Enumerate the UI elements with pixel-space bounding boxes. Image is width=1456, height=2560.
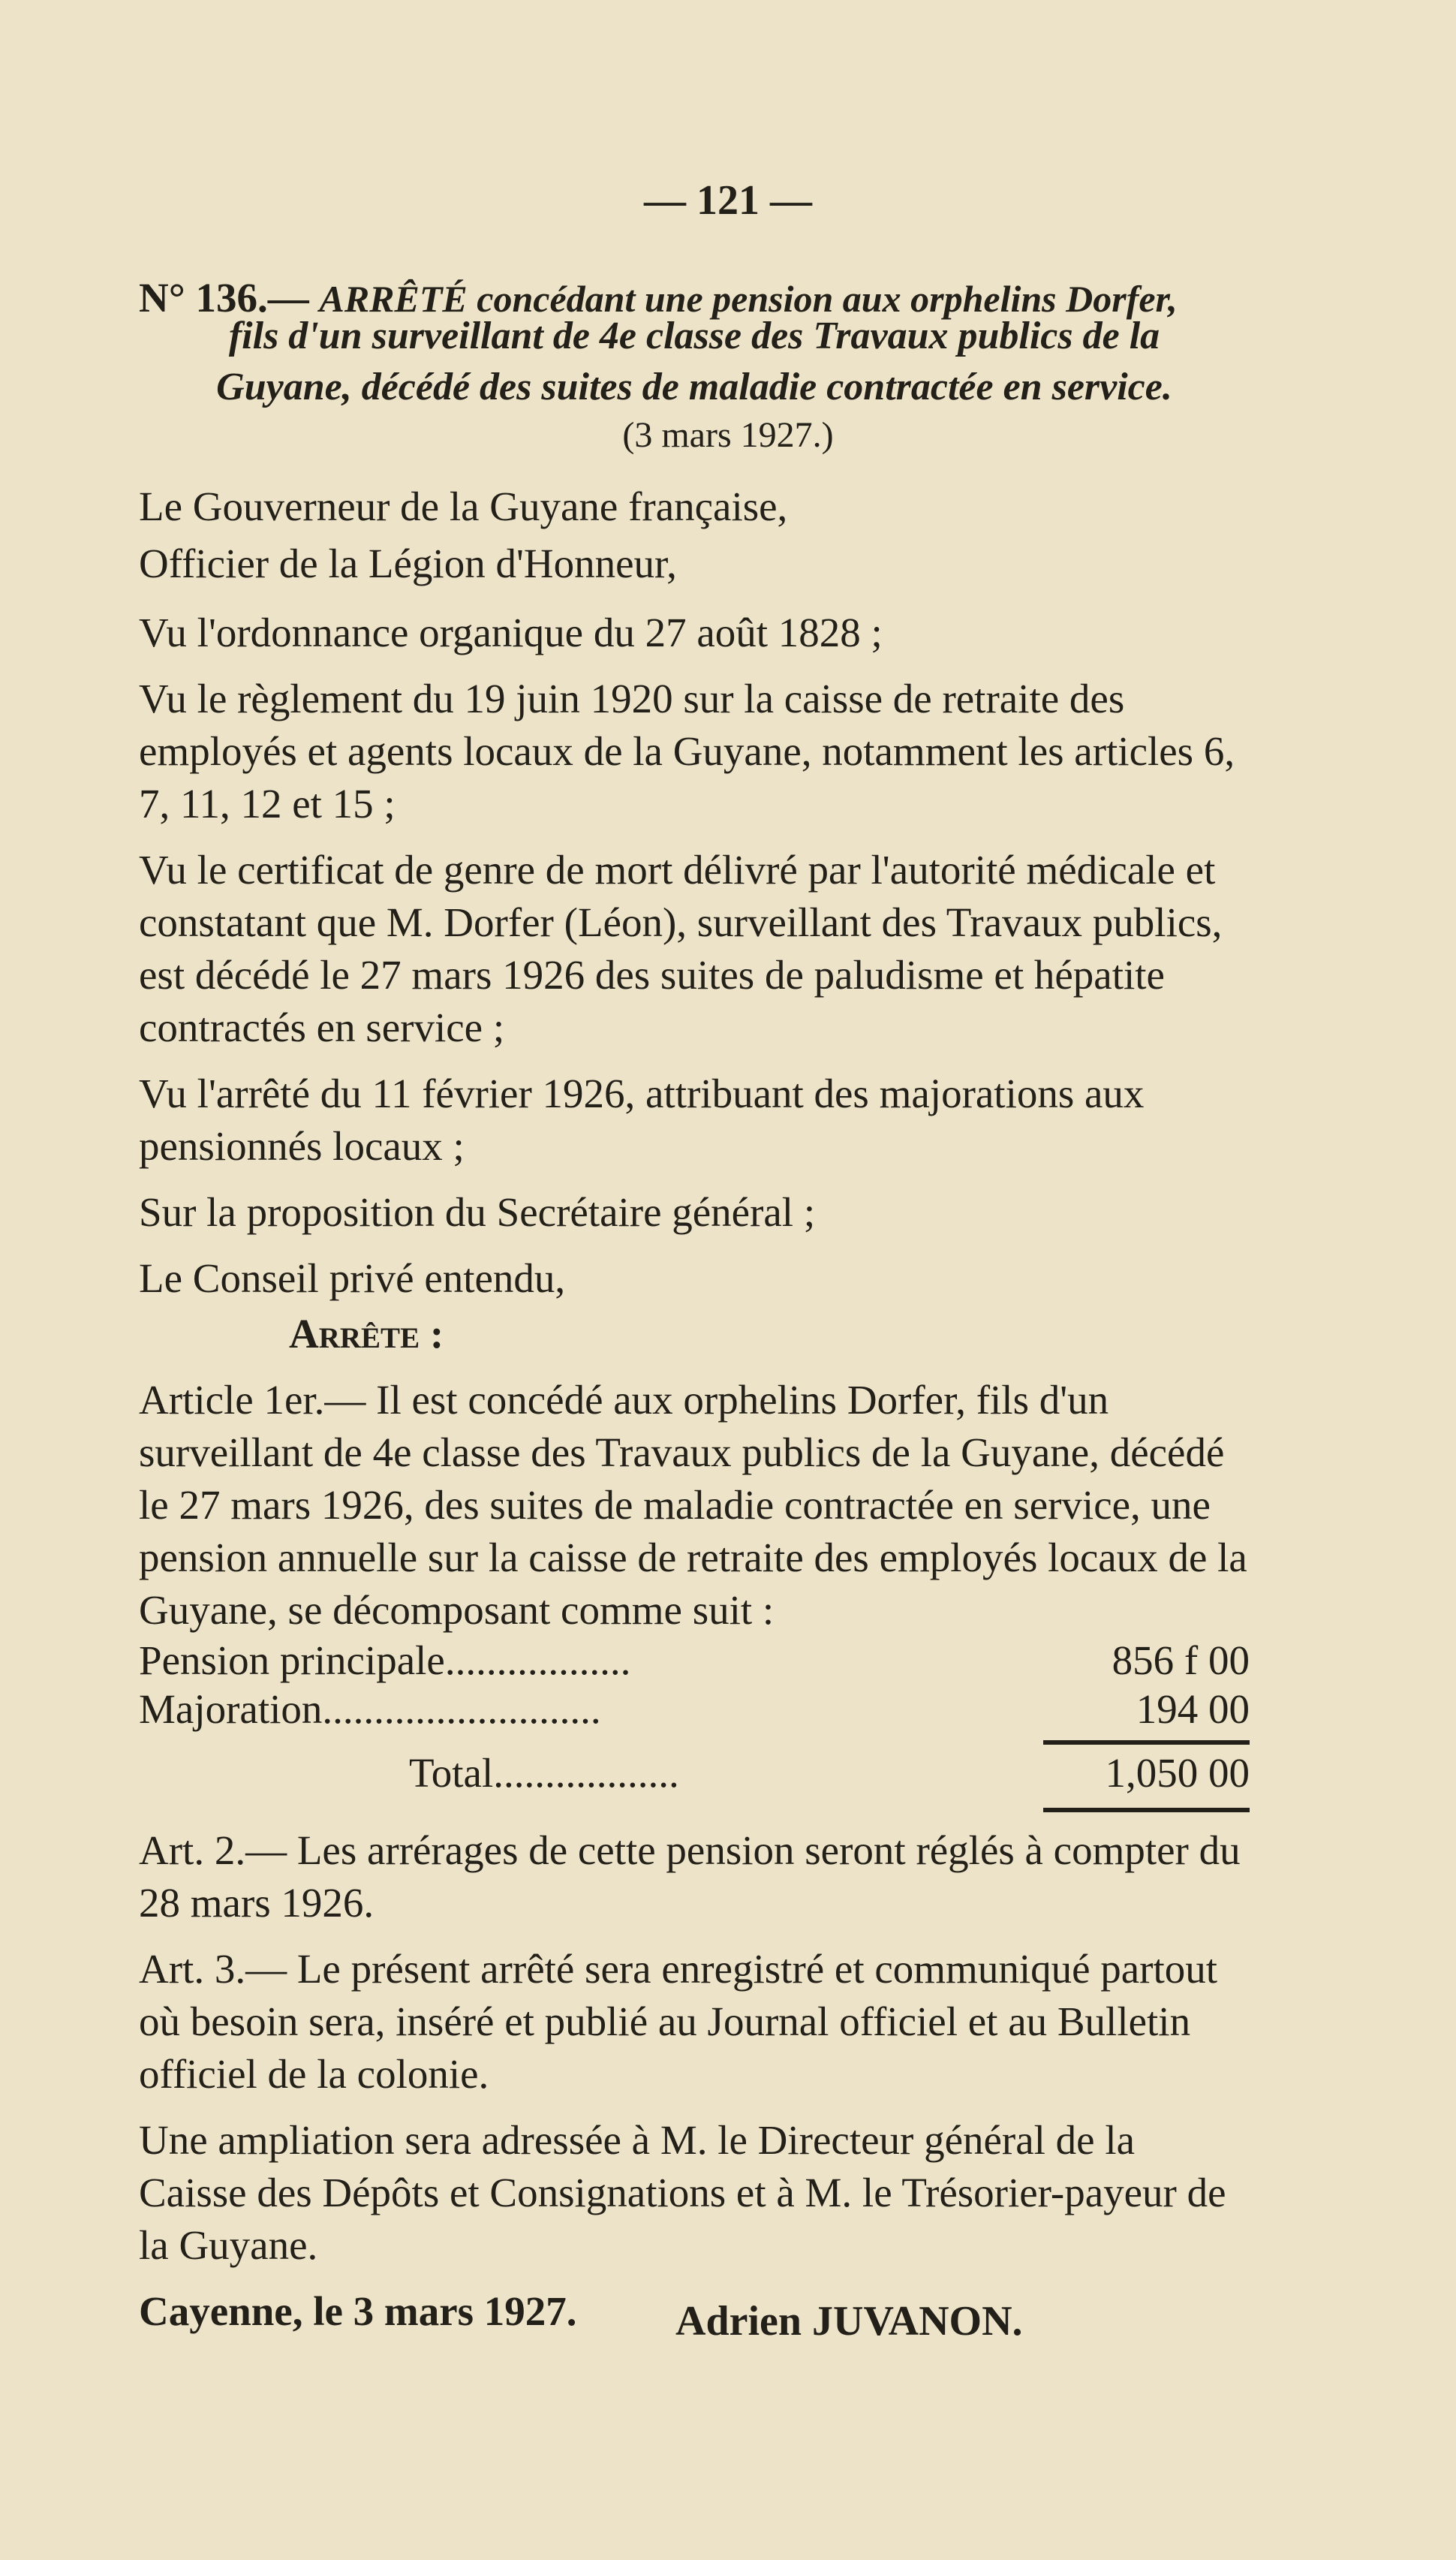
visa-ordonnance: Vu l'ordonnance organique du 27 août 1828 ; [139, 610, 883, 655]
preamble-officer: Officier de la Légion d'Honneur, [139, 541, 677, 586]
arrete-heading: Arrête : [289, 1311, 444, 1357]
pension-row-majoration [139, 1685, 1250, 1738]
decree-title-text: ARRÊTÉ concédant une pension aux orphelins Dorfer, [319, 278, 1178, 320]
visa-conseil: Le Conseil privé entendu, [139, 1255, 566, 1301]
pension-total-row [139, 1749, 1250, 1802]
visa-proposition: Sur la proposition du Secrétaire général ; [139, 1189, 816, 1235]
place-date: Cayenne, le 3 mars 1927. [139, 2288, 577, 2334]
decree-number: N° 136.— [139, 275, 309, 321]
pension-row-label: Majoration........................... [139, 1686, 601, 1732]
signature: Adrien JUVANON. [675, 2298, 1023, 2345]
decree-date: (3 mars 1927.) [622, 415, 834, 455]
page-number: — 121 — [644, 177, 812, 224]
pension-row-principale [139, 1637, 1250, 1689]
article-1: Article 1er.— Il est concédé aux orphelins Dorfer, fils d'un surveillant de 4e classe des Travaux publics de la Guyane, décédé le 27 mars 1926, des suites de maladie contractée en service, une pension annuelle sur la caisse de retraite des employés locaux de la Guyane, se décomposant comme suit : [139, 1377, 1247, 1633]
article-3: Art. 3.— Le présent arrêté sera enregistré et communiqué partout où besoin sera, inséré et publié au Journal officiel et au Bulletin officiel de la colonie. [139, 1946, 1218, 2097]
pension-row-label: Pension principale.................. [139, 1637, 631, 1683]
article-2: Art. 2.— Les arrérages de cette pension seront réglés à compter du 28 mars 1926. [139, 1827, 1241, 1926]
decree-closing [139, 1824, 1250, 2351]
sum-rule-top [1043, 1740, 1250, 1745]
ampliation: Une ampliation sera adressée à M. le Directeur général de la Caisse des Dépôts et Consignations et à M. le Trésorier-payeur de la Guyane. [139, 2117, 1226, 2268]
decree-body [139, 480, 1250, 1650]
visa-certificat: Vu le certificat de genre de mort délivré par l'autorité médicale et constatant que M. Dorfer (Léon), surveillant des Travaux publics, est décédé le 27 mars 1926 des suites de paludisme et hépatite contractés en service ; [139, 847, 1223, 1050]
total-amount: 1,050 00 [1105, 1750, 1250, 1796]
pension-row-amount: 194 00 [1136, 1686, 1250, 1732]
decree-title-line2: fils d'un surveillant de 4e classe des Travaux publics de la [228, 315, 1160, 357]
decree-title-line3: Guyane, décédé des suites de maladie contractée en service. [216, 366, 1172, 408]
sum-rule-bottom [1043, 1808, 1250, 1812]
visa-arrete: Vu l'arrêté du 11 février 1926, attribuant des majorations aux pensionnés locaux ; [139, 1071, 1145, 1169]
pension-row-amount: 856 f 00 [1112, 1637, 1250, 1683]
visa-reglement: Vu le règlement du 19 juin 1920 sur la caisse de retraite des employés et agents locaux de la Guyane, notamment les articles 6, 7, 11, 12 et 15 ; [139, 676, 1235, 827]
preamble-governor: Le Gouverneur de la Guyane française, [139, 483, 788, 529]
total-label: Total.................. [409, 1750, 679, 1796]
